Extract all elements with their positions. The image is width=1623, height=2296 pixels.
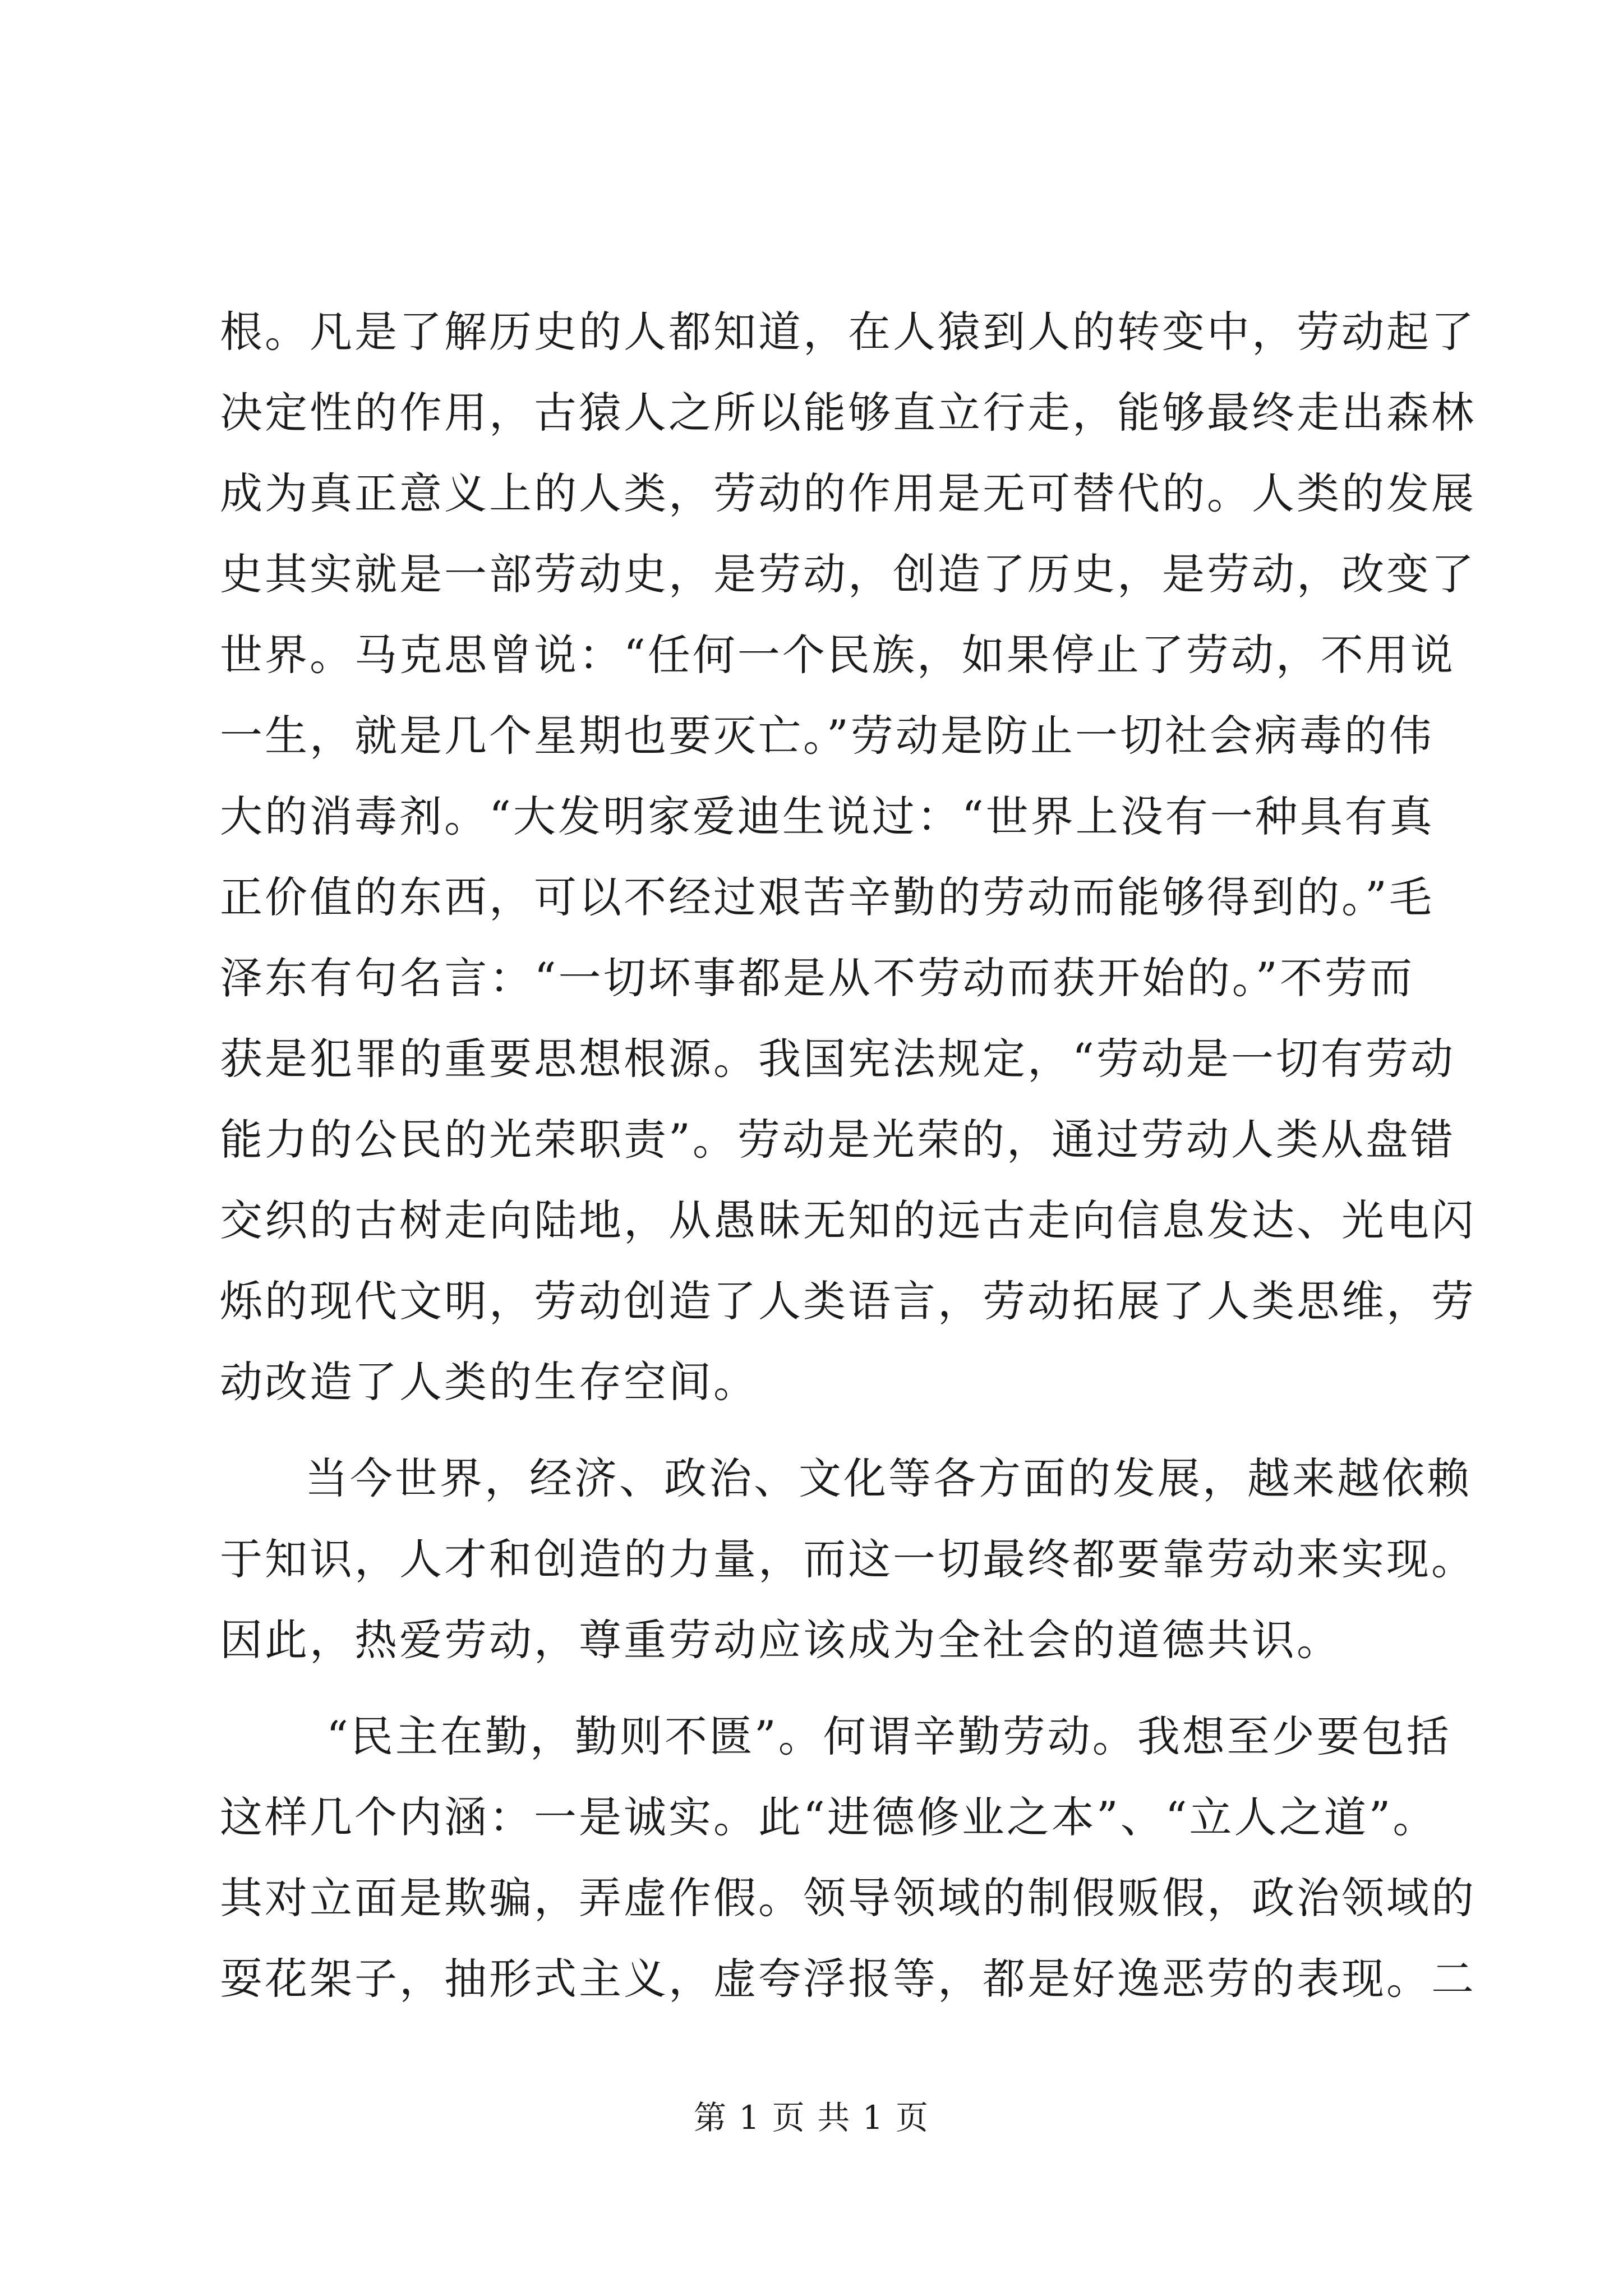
text-line: 于知识，人才和创造的力量，而这一切最终都要靠劳动来实现。	[220, 1534, 1476, 1584]
text-line: 能力的公民的光荣职责”。劳动是光荣的，通过劳动人类从盘错	[220, 1115, 1455, 1165]
text-line: 其对立面是欺骗，弄虚作假。领导领域的制假贩假，政治领域的	[220, 1873, 1476, 1923]
text-line: 正价值的东西，可以不经过艰苦辛勤的劳动而能够得到的。”毛	[220, 872, 1434, 922]
text-line: 泽东有句名言：“一切坏事都是从不劳动而获开始的。”不劳而	[220, 953, 1414, 1003]
text-line: 史其实就是一部劳动史，是劳动，创造了历史，是劳动，改变了	[220, 549, 1476, 599]
text-line: 这样几个内涵：一是诚实。此“进德修业之本”、“立人之道”。	[220, 1792, 1438, 1842]
text-line: 大的消毒剂。“大发明家爱迪生说过：“世界上没有一种具有真	[220, 792, 1435, 841]
page-footer: 第 1 页 共 1 页	[694, 2099, 929, 2137]
text-line: 耍花架子，抽形式主义，虚夸浮报等，都是好逸恶劳的表现。二	[220, 1954, 1476, 2004]
text-line: “民主在勤，勤则不匮”。何谓辛勤劳动。我想至少要包括	[326, 1711, 1451, 1761]
text-line: 因此，热爱劳动，尊重劳动应该成为全社会的道德共识。	[220, 1615, 1341, 1665]
text-line: 当今世界，经济、政治、文化等各方面的发展，越来越依赖	[305, 1453, 1472, 1503]
text-line: 获是犯罪的重要思想根源。我国宪法规定，“劳动是一切有劳动	[220, 1034, 1455, 1084]
text-line: 根。凡是了解历史的人都知道，在人猿到人的转变中，劳动起了	[220, 307, 1476, 357]
text-line: 世界。马克思曾说：“任何一个民族，如果停止了劳动，不用说	[220, 630, 1455, 680]
text-line: 交织的古树走向陆地，从愚昧无知的远古走向信息发达、光电闪	[220, 1195, 1476, 1245]
text-line: 烁的现代文明，劳动创造了人类语言，劳动拓展了人类思维，劳	[220, 1276, 1476, 1326]
text-line: 一生，就是几个星期也要灭亡。”劳动是防止一切社会病毒的伟	[220, 711, 1434, 761]
body-text	[220, 292, 1476, 2019]
text-line: 成为真正意义上的人类，劳动的作用是无可替代的。人类的发展	[220, 468, 1476, 518]
text-line: 动改造了人类的生存空间。	[220, 1357, 758, 1407]
text-line: 决定性的作用，古猿人之所以能够直立行走，能够最终走出森林	[220, 388, 1476, 438]
